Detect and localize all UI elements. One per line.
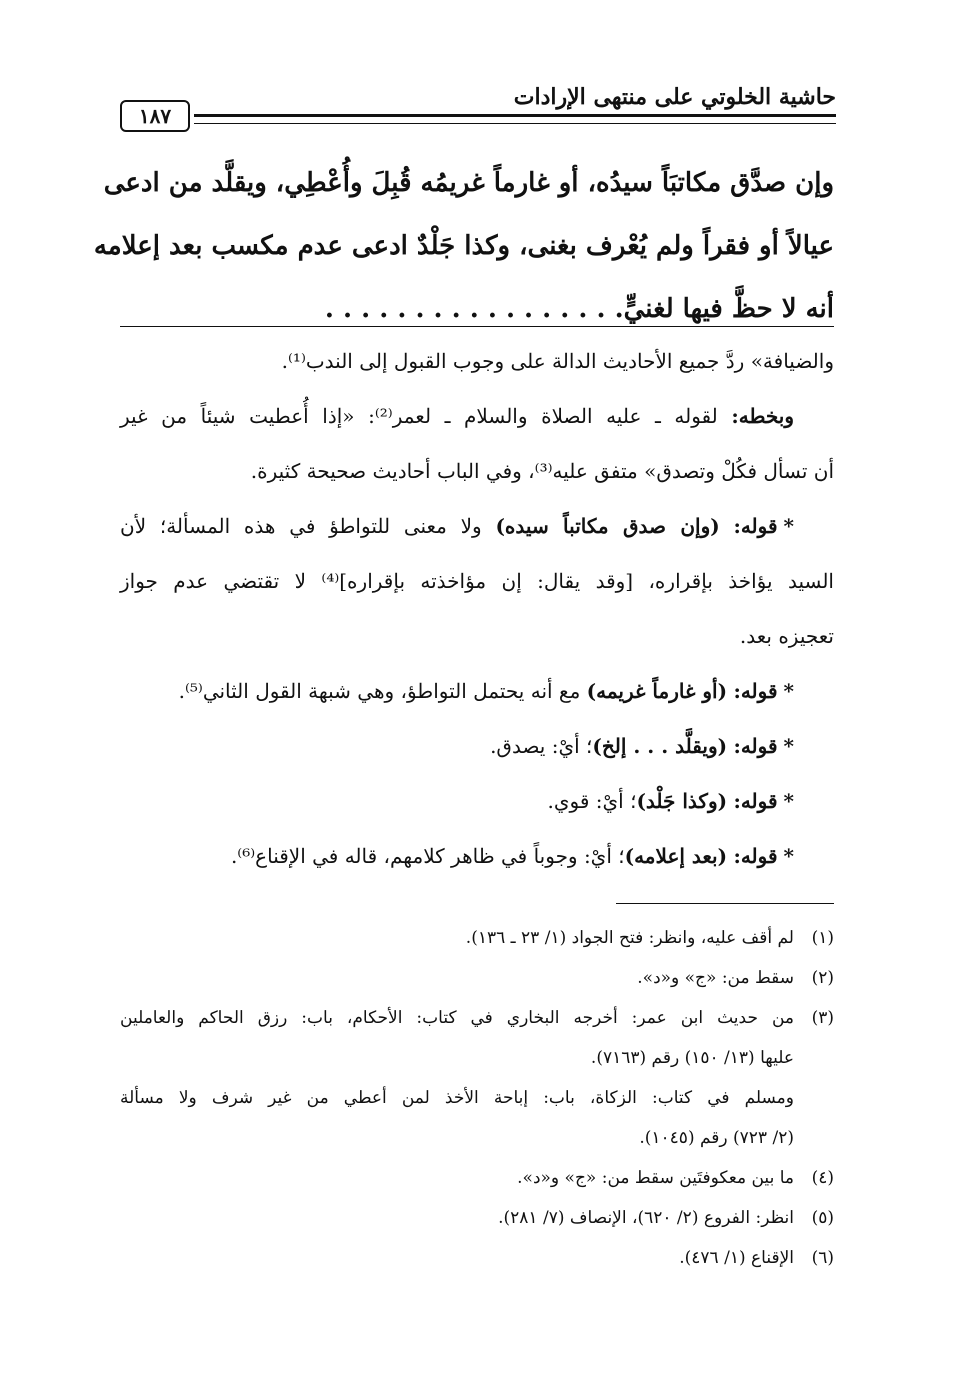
matn-line-3 — [120, 278, 834, 341]
quote-2: (أو غارماً غريمه) — [586, 679, 728, 703]
qawl-1-line-3: تعجيزه بعد. — [739, 624, 834, 648]
qawl-3 — [120, 719, 834, 774]
qawluhu-label: قوله: — [733, 514, 778, 538]
footnote-6 — [120, 1238, 834, 1278]
matn-line-2: عيالاً أو فقراً ولم يُعْرف بغنى، وكذا جَلْدٌ ادعى عدم مكسب بعد إعلامه — [93, 231, 834, 261]
sharh-line-2 — [120, 389, 834, 444]
footnote-number: (٥) — [811, 1208, 834, 1228]
footnote-3-line-1 — [120, 998, 834, 1038]
asterisk-marker: * — [783, 679, 794, 703]
matn-dots: . . . . . . . . . . . . . . . . . — [324, 294, 624, 324]
sharh-line-1: والضيافة» ردَّ جميع الأحاديث الدالة على وجوب القبول إلى الندب⁽¹⁾. — [281, 349, 834, 373]
footnote-4 — [120, 1158, 834, 1198]
matn-separator-rule — [120, 326, 834, 327]
footnote-number: (٤) — [811, 1168, 834, 1188]
qawluhu-label: قوله: — [733, 734, 778, 758]
page-number-box: ١٨٧ — [120, 100, 190, 132]
quote-3: (ويقلَّد . . . إلخ) — [592, 734, 728, 758]
sharh-line-3: أن تسأل فكُلْ وتصدق» متفق عليه⁽³⁾، وفي الباب أحاديث صحيحة كثيرة. — [250, 459, 834, 483]
footnote-3-line-3: ومسلم في كتاب: الزكاة، باب: إباحة الأخذ لمن أعطي من غير شرف ولا مسألة — [120, 1088, 794, 1108]
running-title: حاشية الخلوتي على منتهى الإرادات — [513, 84, 836, 110]
footnote-text: انظر: الفروع (٢/ ٦٢٠)، الإنصاف (٧/ ٢٨١). — [498, 1208, 794, 1228]
asterisk-marker: * — [783, 844, 794, 868]
wabikhattihi-label: وبخطه: — [731, 404, 794, 428]
qawl-5-text: ؛ أيْ: وجوباً في ظاهر كلامهم، قاله في الإقناع⁽⁶⁾. — [230, 844, 625, 868]
main-text-block — [93, 152, 834, 341]
page-header — [120, 78, 836, 138]
footnote-3-line-4: (٢/ ٧٢٣) رقم (١٠٤٥). — [639, 1128, 794, 1148]
qawl-3-text: ؛ أيْ: يصدق. — [490, 734, 593, 758]
matn-line-1: وإن صدَّق مكاتبَاً سيدُه، أو غارماً غريمُه قُبِلَ وأُعْطِي، ويقلَّد من ادعى — [103, 168, 834, 198]
quote-1: (وإن صدق مكاتباً سيده) — [495, 514, 720, 538]
qawl-4 — [120, 774, 834, 829]
footnotes-block — [120, 918, 834, 1278]
qawl-1-text: ولا معنى للتواطؤ في هذه المسألة؛ لأن — [120, 514, 496, 538]
footnote-5 — [120, 1198, 834, 1238]
footnote-2 — [120, 958, 834, 998]
commentary-block — [120, 334, 834, 884]
asterisk-marker: * — [783, 514, 795, 538]
qawl-2 — [120, 664, 834, 719]
footnote-number: (١) — [811, 928, 834, 948]
footnote-3-line-2: عليها (١٣/ ١٥٠) رقم (٧١٦٣). — [590, 1048, 794, 1068]
asterisk-marker: * — [783, 789, 794, 813]
sharh-line-2-text: لقوله ـ عليه الصلاة والسلام ـ لعمر⁽²⁾: «إذا أُعطيت شيئاً من غير — [120, 404, 732, 428]
footnote-text: الإقناع (١/ ٤٧٦). — [679, 1248, 794, 1268]
qawl-4-text: ؛ أيْ: قوي. — [547, 789, 637, 813]
qawl-2-text: مع أنه يحتمل التواطؤ، وهي شبهة القول الثاني⁽⁵⁾. — [178, 679, 587, 703]
footnote-text: سقط من: «ج» و«د». — [637, 968, 794, 988]
qawl-1-line-2: السيد يؤاخذ بإقراره، [وقد يقال: إن مؤاخذته بإقراره]⁽⁴⁾ لا تقتضي عدم جواز — [120, 569, 834, 593]
asterisk-marker: * — [783, 734, 794, 758]
footnote-text: لم أقف عليه، وانظر: فتح الجواد (١/ ٢٣ ـ ١٣٦). — [465, 928, 794, 948]
qawluhu-label: قوله: — [733, 679, 778, 703]
qawl-5 — [120, 829, 834, 884]
footnote-text: من حديث ابن عمر: أخرجه البخاري في كتاب: الأحكام، باب: رزق الحاكم والعاملين — [120, 1008, 794, 1028]
footnote-1 — [120, 918, 834, 958]
footnote-text: ما بين معكوفتَين سقط من: «ج» و«د». — [517, 1168, 794, 1188]
footnote-rule — [616, 903, 834, 904]
matn-line-3-text: أنه لا حظَّ فيها لغنيٍّ — [623, 294, 834, 324]
quote-4: (وكذا جَلْد) — [636, 789, 728, 813]
qawl-1-line-1 — [120, 499, 834, 554]
qawluhu-label: قوله: — [733, 844, 778, 868]
header-double-rule — [194, 114, 836, 124]
footnote-number: (٢) — [811, 968, 834, 988]
qawluhu-label: قوله: — [733, 789, 778, 813]
footnote-number: (٦) — [811, 1248, 834, 1268]
quote-5: (بعد إعلامه) — [624, 844, 728, 868]
footnote-number: (٣) — [811, 1008, 834, 1028]
